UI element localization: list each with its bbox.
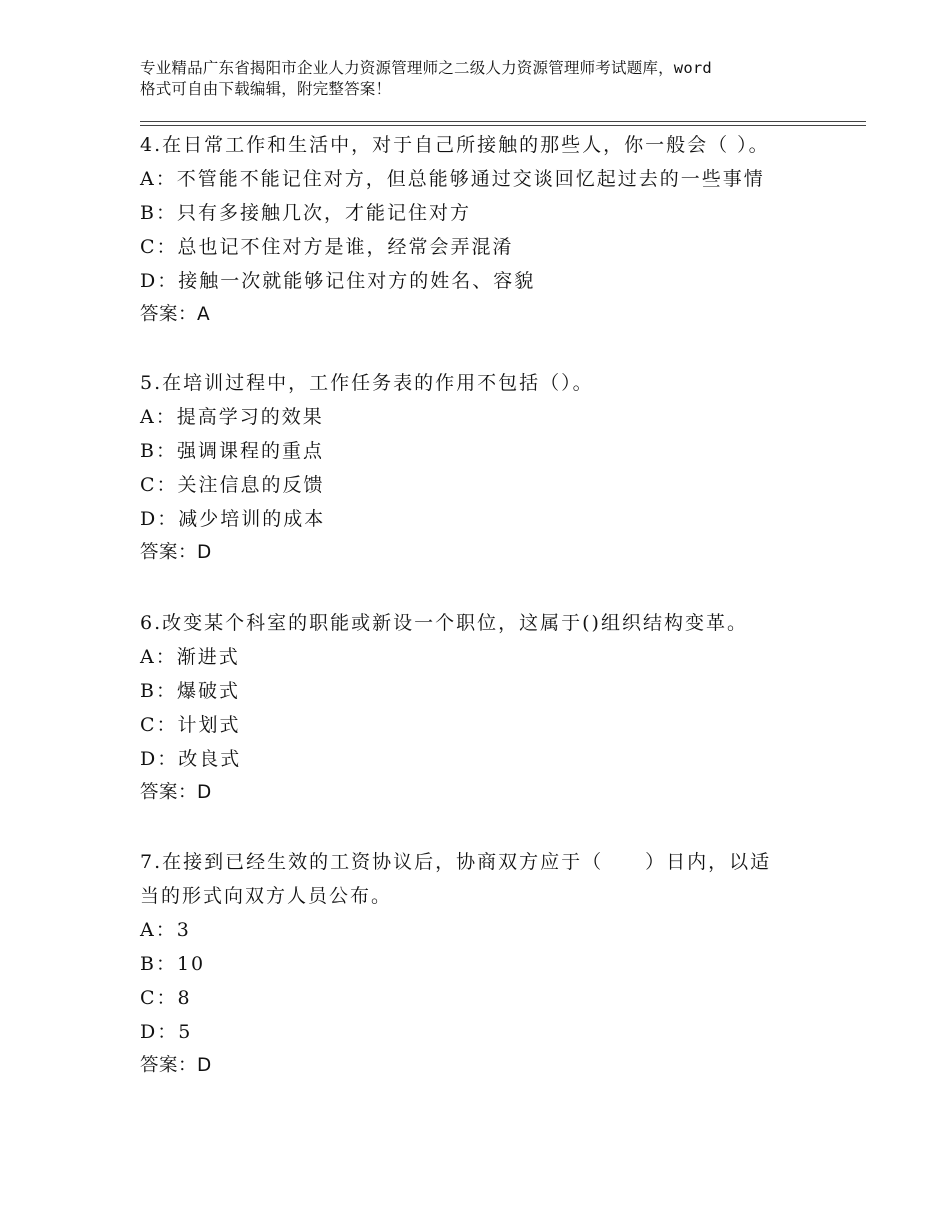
option-b: B：10 (140, 953, 206, 975)
header-divider (140, 121, 866, 126)
option-c: C：8 (140, 987, 192, 1009)
answer-label: 答案：D (140, 782, 212, 803)
question-4 (140, 128, 860, 332)
question-5 (140, 366, 860, 570)
document-header (140, 58, 830, 100)
question-title: 4.在日常工作和生活中，对于自己所接触的那些人，你一般会（ ）。 (140, 134, 770, 156)
option-a: A：渐进式 (140, 646, 240, 668)
question-title: 5.在培训过程中，工作任务表的作用不包括（）。 (140, 372, 594, 394)
option-c: C：关注信息的反馈 (140, 474, 325, 496)
question-6 (140, 606, 860, 810)
option-d: D：改良式 (140, 748, 242, 770)
header-line-2: 格式可自由下载编辑，附完整答案！ (140, 80, 392, 98)
question-title-line-2: 当的形式向双方人员公布。 (140, 885, 393, 907)
option-b: B：爆破式 (140, 680, 240, 702)
option-b: B：只有多接触几次，才能记住对方 (140, 202, 471, 224)
option-d: D：5 (140, 1021, 193, 1043)
answer-label: 答案：D (140, 542, 212, 563)
option-c: C：总也记不住对方是谁，经常会弄混淆 (140, 236, 514, 258)
answer-label: 答案：D (140, 1055, 212, 1076)
option-a: A：提高学习的效果 (140, 406, 324, 428)
question-title-line-1: 7.在接到已经生效的工资协议后，协商双方应于（ ）日内，以适 (140, 851, 772, 873)
option-c: C：计划式 (140, 714, 241, 736)
answer-label: 答案：A (140, 304, 211, 325)
header-line-1: 专业精品广东省揭阳市企业人力资源管理师之二级人力资源管理师考试题库，word (140, 59, 712, 77)
option-d: D：接触一次就能够记住对方的姓名、容貌 (140, 270, 536, 292)
option-a: A：3 (140, 919, 191, 941)
option-d: D：减少培训的成本 (140, 508, 326, 530)
option-b: B：强调课程的重点 (140, 440, 324, 462)
option-a: A：不管能不能记住对方，但总能够通过交谈回忆起过去的一些事情 (140, 168, 765, 190)
question-7 (140, 845, 860, 1083)
question-title: 6.改变某个科室的职能或新设一个职位，这属于()组织结构变革。 (140, 612, 748, 634)
